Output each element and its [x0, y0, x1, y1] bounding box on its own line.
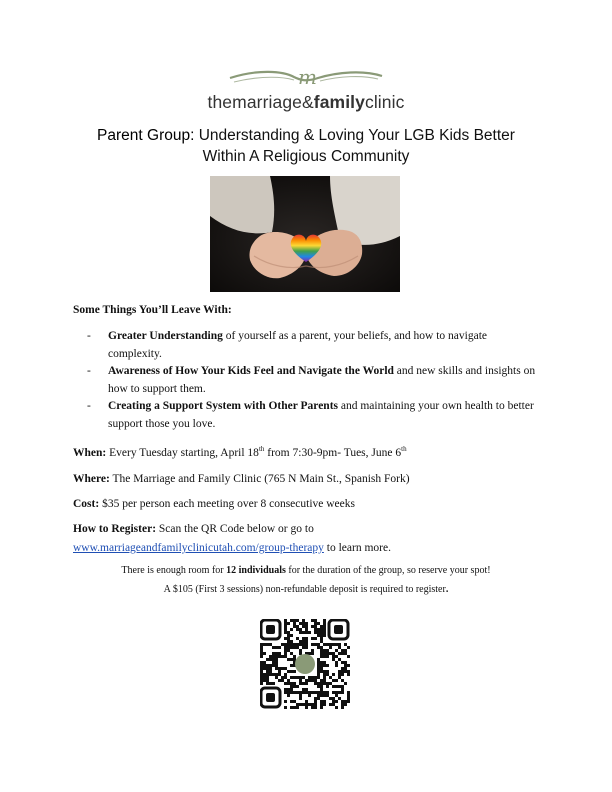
qr-center-logo-icon — [295, 654, 315, 674]
svg-text:m: m — [298, 65, 317, 89]
list-item: - Creating a Support System with Other Parents and maintaining your own health to better support those you love. — [87, 400, 534, 430]
list-item: - Greater Understanding of yourself as a parent, your beliefs, and how to navigate complexity. — [87, 330, 488, 360]
title-line2: Within A Religious Community — [202, 148, 410, 165]
when-line: When: Every Tuesday starting, April 18th from 7:30-9pm- Tues, June 6th — [73, 445, 407, 459]
page-title — [0, 125, 612, 167]
benefits-heading: Some Things You’ll Leave With: — [73, 304, 232, 316]
logo-swoosh-icon — [228, 64, 384, 92]
benefits-list — [73, 328, 543, 433]
register-line: How to Register: Scan the QR Code below or go to www.marriageandfamilyclinicutah.com/group-therapy to learn more. — [73, 523, 391, 554]
rainbow-heart-in-hands-icon — [210, 176, 400, 292]
where-line: Where: The Marriage and Family Clinic (765 N Main St., Spanish Fork) — [73, 473, 410, 485]
title-line1: Understanding & Loving Your LGB Kids Better — [198, 127, 515, 144]
brand-wordmark: themarriage&familyclinic — [207, 92, 405, 112]
cost-line: Cost: $35 per person each meeting over 8 consecutive weeks — [73, 498, 355, 510]
hands-heart-photo — [210, 176, 400, 292]
title-lead: Parent Group: — [97, 127, 195, 144]
register-link[interactable]: www.marriageandfamilyclinicutah.com/group-therapy — [73, 542, 324, 554]
clinic-logo — [0, 64, 612, 114]
capacity-note: There is enough room for 12 individuals for the duration of the group, so reserve your spot! — [121, 565, 491, 576]
register-qr-code[interactable] — [260, 619, 350, 709]
deposit-note: A $105 (First 3 sessions) non-refundable deposit is required to register. — [163, 584, 449, 595]
qr-code-icon — [260, 619, 350, 709]
list-item: - Awareness of How Your Kids Feel and Navigate the World and new skills and insights on how to support them. — [87, 365, 536, 395]
